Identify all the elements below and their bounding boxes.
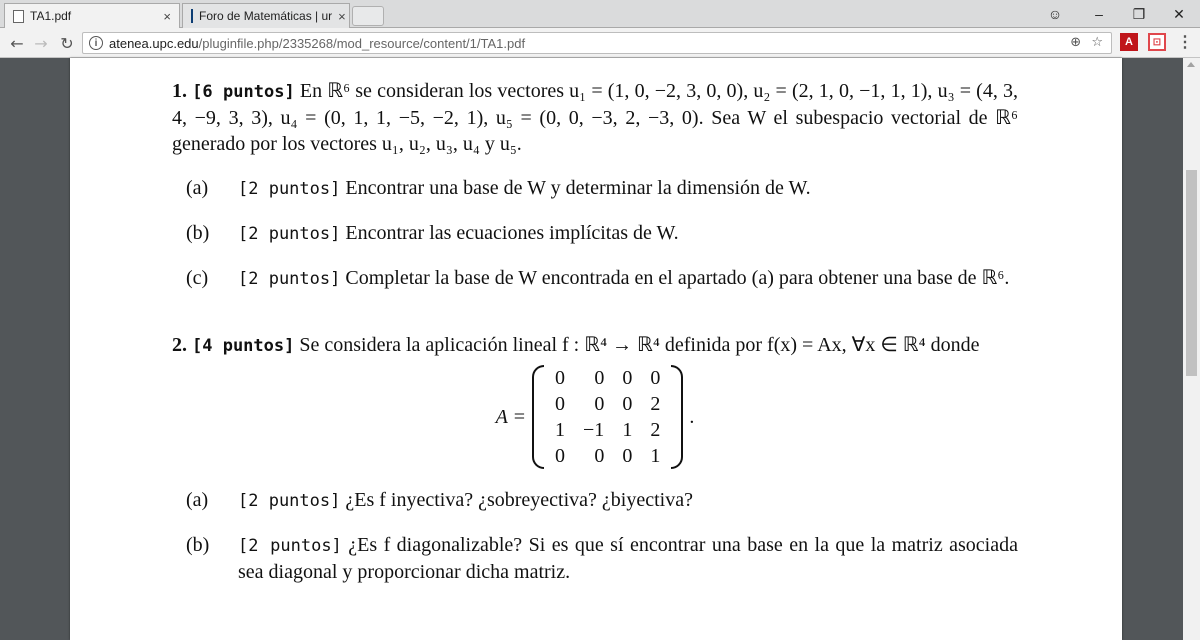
matrix-cell: 0 [555, 393, 566, 415]
matrix-row [546, 365, 669, 391]
item-label: (a) [186, 489, 209, 511]
matrix-cell: 0 [594, 393, 605, 415]
item-text: Encontrar una base de W y determinar la dimensión de W. [345, 177, 811, 199]
tab-title: Foro de Matemáticas | ur [199, 9, 333, 23]
item-text: Encontrar las ecuaciones implícitas de W. [345, 222, 679, 244]
url-host: atenea.upc.edu [109, 35, 199, 51]
item-points: [2 puntos] [238, 269, 341, 289]
item-text: ¿Es f inyectiva? ¿sobreyectiva? ¿biyectiva? [345, 489, 693, 511]
problem-intro: Se considera la aplicación lineal f : ℝ⁴ → ℝ⁴ definida por f(x) = Ax, ∀x ∈ ℝ⁴ donde [299, 334, 980, 356]
matrix-lhs: A = [495, 406, 527, 428]
url-path: /pluginfile.php/2335268/mod_resource/content/1/TA1.pdf [198, 35, 526, 51]
matrix-cell: 0 [594, 445, 605, 467]
pocket-extension-icon[interactable]: ⊡ [1148, 33, 1166, 51]
item-points: [2 puntos] [238, 179, 341, 199]
matrix-equation [172, 365, 1018, 469]
matrix-row [546, 417, 669, 443]
star-icon[interactable]: ☆ [1091, 35, 1103, 50]
problem-2-item-b [172, 532, 1018, 585]
matrix-cell: −1 [583, 419, 605, 441]
site-favicon-icon [191, 9, 193, 23]
matrix-cell: 1 [555, 419, 566, 441]
zoom-icon[interactable]: ⊕ [1070, 35, 1082, 50]
matrix-cell: 0 [650, 367, 661, 389]
matrix-row [546, 443, 669, 469]
scroll-up-icon[interactable] [1187, 62, 1195, 67]
matrix-a [532, 365, 683, 469]
problem-1-item-a [172, 175, 1018, 202]
problem-number: 2. [172, 334, 187, 356]
new-tab-button[interactable] [352, 6, 384, 26]
matrix-cell: 0 [622, 393, 633, 415]
item-points: [2 puntos] [238, 536, 342, 556]
item-label: (b) [186, 222, 210, 244]
problem-2-statement [172, 332, 1018, 359]
problem-points: [6 puntos] [192, 82, 295, 102]
matrix-row [546, 391, 669, 417]
address-bar[interactable] [82, 32, 1112, 54]
item-points: [2 puntos] [238, 491, 341, 511]
acrobat-extension-icon[interactable]: A [1120, 33, 1138, 51]
problem-number: 1. [172, 80, 187, 102]
item-text: Completar la base de W encontrada en el apartado (a) para obtener una base de ℝ⁶. [345, 267, 1010, 289]
account-icon[interactable]: ☺ [1047, 6, 1063, 22]
close-icon[interactable]: × [163, 8, 171, 24]
problem-1-item-c [172, 265, 1018, 292]
minimize-button[interactable]: – [1095, 6, 1103, 22]
menu-icon[interactable]: ⋮ [1177, 34, 1193, 51]
matrix-cell: 0 [622, 445, 633, 467]
document-content [172, 78, 1018, 585]
tab-title: TA1.pdf [30, 9, 72, 23]
pdf-page [70, 58, 1122, 640]
matrix-cell: 1 [622, 419, 633, 441]
problem-1-statement [172, 78, 1018, 157]
matrix-cell: 2 [650, 393, 661, 415]
tab-foro-matematicas[interactable] [182, 3, 350, 28]
document-icon [13, 10, 24, 23]
matrix-cell: 2 [650, 419, 661, 441]
close-window-button[interactable]: ✕ [1173, 5, 1185, 22]
info-icon[interactable]: i [89, 36, 103, 50]
matrix-cell: 1 [650, 445, 661, 467]
browser-toolbar [0, 28, 1200, 58]
restore-button[interactable]: ❐ [1132, 5, 1146, 22]
item-points: [2 puntos] [238, 224, 341, 244]
item-label: (b) [186, 534, 210, 556]
tab-strip [0, 0, 1200, 28]
back-button[interactable]: ← [10, 33, 24, 53]
problem-1-item-b [172, 220, 1018, 247]
matrix-period: . [689, 406, 695, 428]
item-text: ¿Es f diagonalizable? Si es que sí encontrar una base en la que la matriz asociada sea diagonal y proporcionar dicha matriz. [238, 534, 1018, 583]
forward-button[interactable]: → [34, 33, 48, 53]
matrix-cell: 0 [555, 367, 566, 389]
matrix-cell: 0 [555, 445, 566, 467]
reload-button[interactable]: ↻ [60, 33, 74, 53]
problem-points: [4 puntos] [192, 336, 295, 356]
matrix-cell: 0 [594, 367, 605, 389]
tab-ta1-pdf[interactable] [4, 3, 180, 28]
item-label: (c) [186, 267, 209, 289]
problem-intro: En ℝ⁶ se consideran los vectores u₁ = (1, 0, −2, 3, 0, 0), u₂ = (2, 1, 0, −1, 1, 1), u₃ = (4, 3, 4, −9, 3, 3), u₄ = (0, 1, 1, −5, −2, 1), u₅ = (0, 0, −3, 2, −3, 0). Sea W el subespacio vectorial de ℝ⁶ generado por los vectores u₁, u₂, u₃, u₄ y u₅. [172, 80, 1019, 155]
matrix-cell: 0 [622, 367, 633, 389]
close-icon[interactable]: × [338, 8, 346, 24]
problem-2-item-a [172, 487, 1018, 514]
vertical-scrollbar[interactable] [1183, 58, 1200, 640]
scrollbar-thumb[interactable] [1186, 170, 1197, 376]
item-label: (a) [186, 177, 209, 199]
